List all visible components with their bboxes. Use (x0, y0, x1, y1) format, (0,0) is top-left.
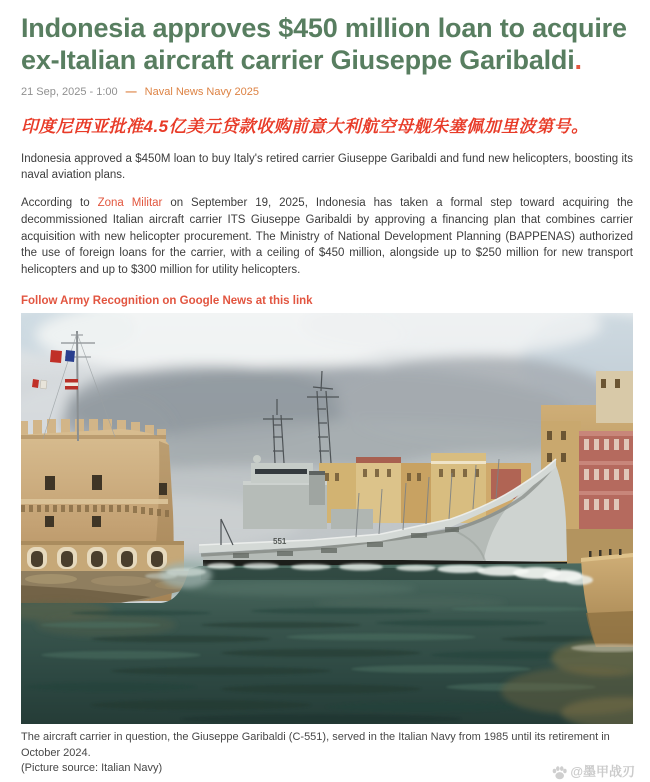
google-news-follow-link[interactable]: Follow Army Recognition on Google News at this link (21, 295, 313, 308)
watermark-text: @墨甲战刃 (570, 764, 635, 780)
meta-dash: — (125, 85, 137, 98)
summary-paragraph: Indonesia approved a $450M loan to buy Italy's retired carrier Giuseppe Garibaldi and fund new helicopters, boosting its naval aviation plans. (21, 152, 633, 182)
hull-number: 551 (273, 537, 287, 547)
photo-caption (21, 730, 635, 780)
body-paragraph (21, 195, 633, 279)
watermark (552, 763, 635, 781)
body-prefix: According to (21, 196, 98, 209)
zona-militar-link[interactable]: Zona Militar (97, 196, 163, 209)
chinese-subheadline: 印度尼西亚批准4.5亿美元贷款收购前意大利航空母舰朱塞佩加里波第号。 (21, 116, 589, 136)
category-link[interactable]: Naval News Navy 2025 (144, 85, 259, 98)
publish-date: 21 Sep, 2025 - 1:00 (21, 85, 118, 98)
carrier-photo-illustration (21, 313, 633, 724)
article-photo (21, 313, 633, 724)
caption-line-1: The aircraft carrier in question, the Giuseppe Garibaldi (C-551), served in the Italian Navy from 1985 until its retirement in October 2024. (21, 731, 610, 759)
caption-line-2: (Picture source: Italian Navy) (21, 762, 163, 775)
article-meta (21, 86, 633, 98)
page-title (21, 12, 633, 77)
body-suffix: on September 19, 2025, Indonesia has taken a formal step toward acquiring the decommissioned Italian aircraft carrier ITS Giuseppe Garibaldi by approving a financing plan that combines carrier acquisition with new helicopter procurement. The Ministry of National Development Planning (BAPPENAS) authorized the use of foreign loans for the carrier, with a ceiling of $450 million, alongside up to $250 million for new transport helicopters and up to $300 million for utility helicopters. (21, 196, 633, 277)
headline-text: Indonesia approves $450 million loan to acquire ex-Italian aircraft carrier Giuseppe Garibaldi (21, 13, 627, 76)
paw-icon (552, 766, 567, 780)
headline-period: . (574, 45, 582, 76)
